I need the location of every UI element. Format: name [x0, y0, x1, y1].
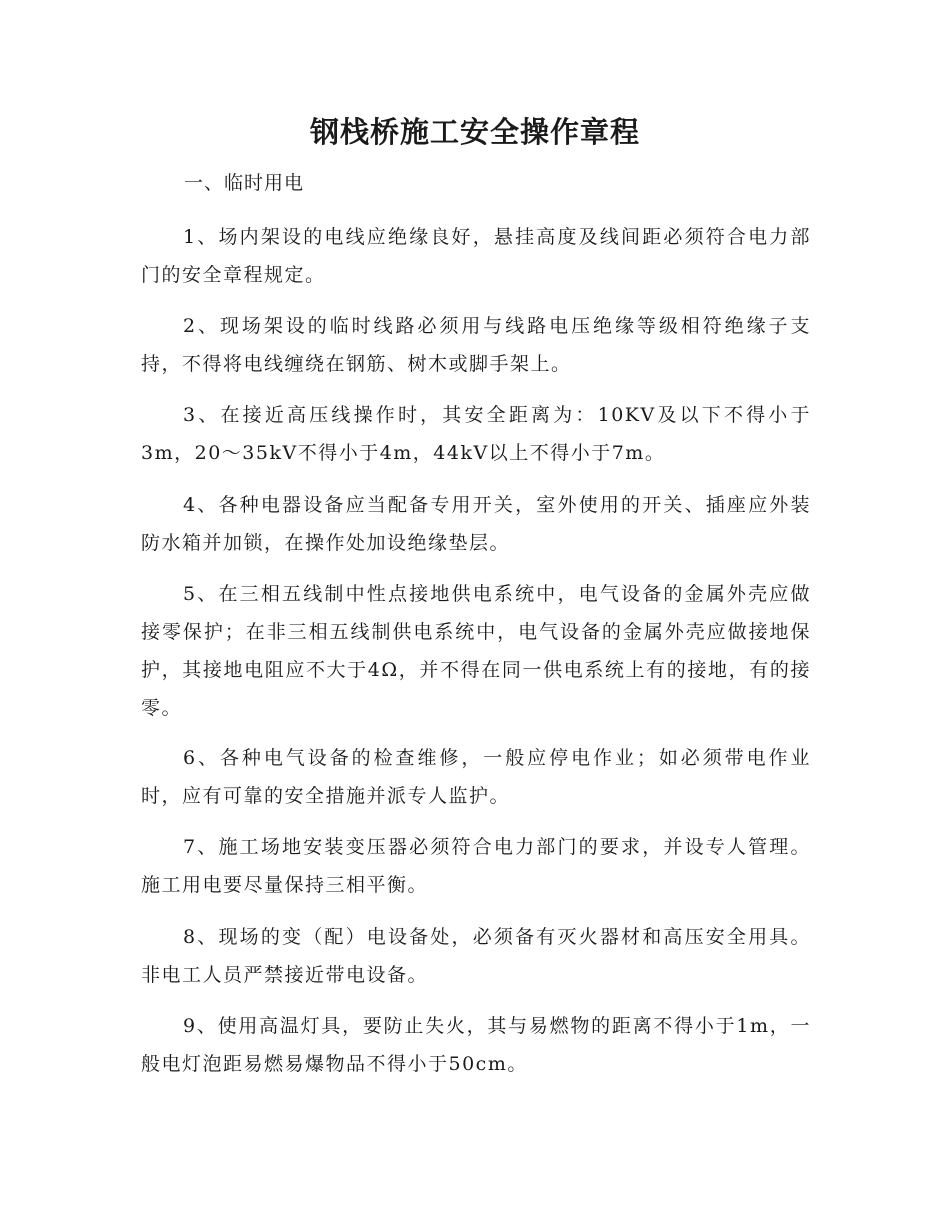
section-heading: 一、临时用电	[184, 172, 305, 194]
paragraph-8: 8、现场的变（配）电设备处，必须备有灭火器材和高压安全用具。非电工人员严禁接近带电设备。	[141, 926, 811, 986]
paragraph-6: 6、各种电气设备的检查维修，一般应停电作业；如必须带电作业时，应有可靠的安全措施并派专人监护。	[141, 747, 811, 807]
paragraph-9: 9、使用高温灯具，要防止失火，其与易燃物的距离不得小于1m，一般电灯泡距易燃易爆物品不得小于50cm。	[141, 1015, 811, 1075]
paragraph-7: 7、施工场地安装变压器必须符合电力部门的要求，并设专人管理。施工用电要尽量保持三相平衡。	[141, 836, 811, 896]
document-title: 钢栈桥施工安全操作章程	[309, 115, 640, 149]
paragraph-3: 3、在接近高压线操作时，其安全距离为：10KV及以下不得小于3m，20～35kV不得小于4m，44kV以上不得小于7m。	[141, 404, 811, 464]
paragraph-2: 2、现场架设的临时线路必须用与线路电压绝缘等级相符绝缘子支持，不得将电线缠绕在钢筋、树木或脚手架上。	[141, 315, 811, 375]
paragraph-4: 4、各种电器设备应当配备专用开关，室外使用的开关、插座应外装防水箱并加锁，在操作处加设绝缘垫层。	[141, 494, 811, 554]
paragraph-1: 1、场内架设的电线应绝缘良好，悬挂高度及线间距必须符合电力部门的安全章程规定。	[141, 226, 811, 286]
paragraph-5: 5、在三相五线制中性点接地供电系统中，电气设备的金属外壳应做接零保护；在非三相五线制供电系统中，电气设备的金属外壳应做接地保护，其接地电阻应不大于4Ω，并不得在同一供电系统上有的接地，有的接零。	[141, 583, 811, 719]
